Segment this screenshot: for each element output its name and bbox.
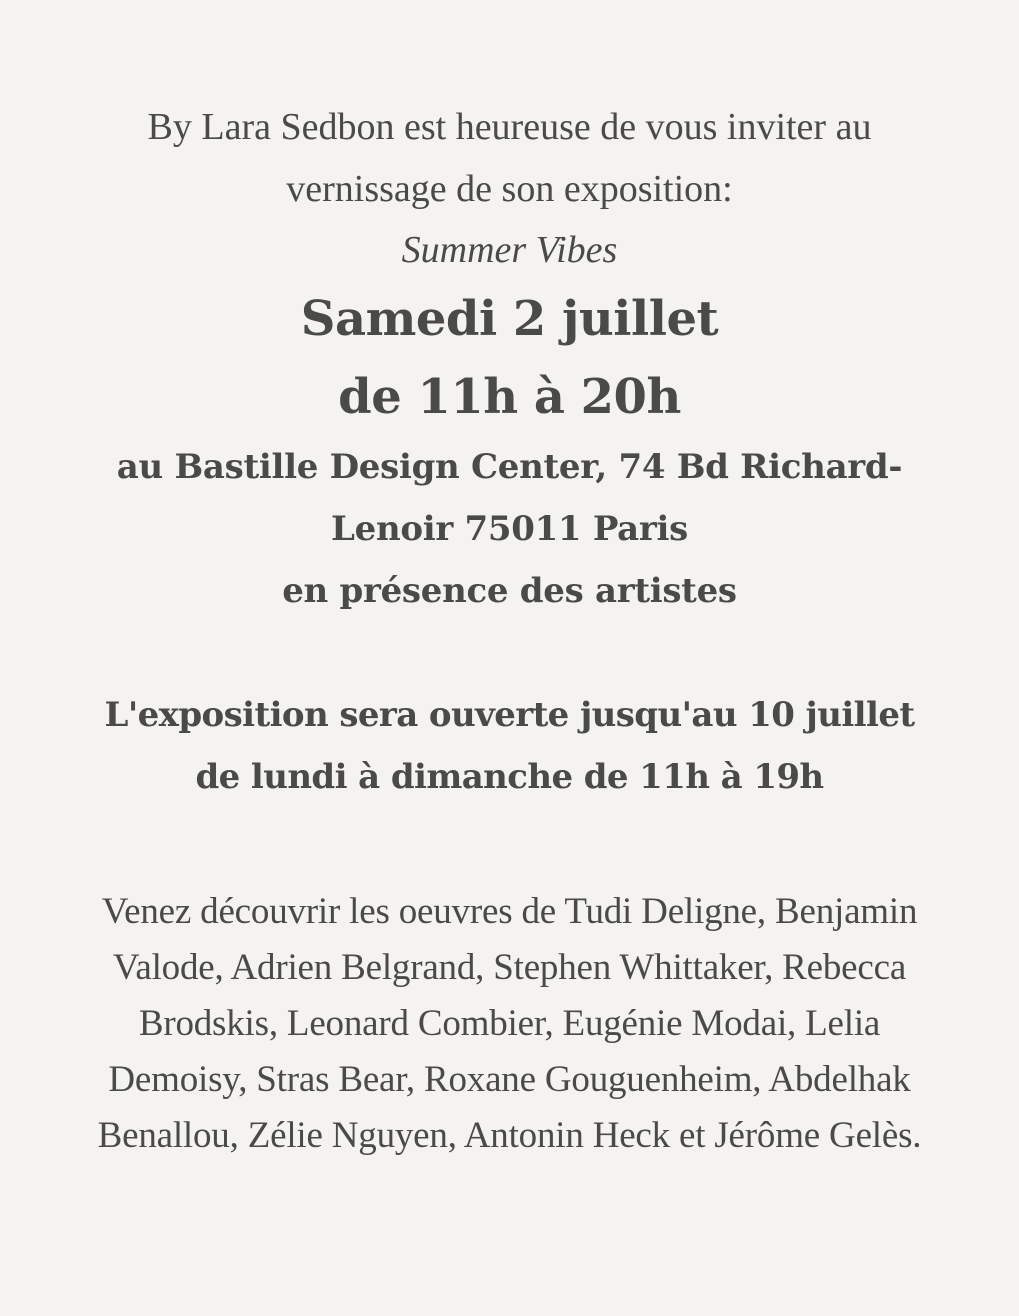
open-hours: de lundi à dimanche de 11h à 19h bbox=[195, 757, 824, 797]
artists-line-5: Benallou, Zélie Nguyen, Antonin Heck et Jérôme Gelès. bbox=[97, 1115, 922, 1156]
opening-hours bbox=[18, 684, 1001, 808]
intro-line-2: vernissage de son exposition: bbox=[286, 168, 733, 210]
artists-line-4: Demoisy, Stras Bear, Roxane Gouguenheim, Abdelhak bbox=[108, 1059, 911, 1100]
intro-line-1: By Lara Sedbon est heureuse de vous inviter au bbox=[147, 106, 872, 148]
exhibition-title: Summer Vibes bbox=[401, 229, 618, 271]
section-spacer bbox=[18, 622, 1001, 684]
open-until: L'exposition sera ouverte jusqu'au 10 juillet bbox=[104, 695, 915, 735]
artists-line-1: Venez découvrir les oeuvres de Tudi Deligne, Benjamin bbox=[101, 891, 918, 932]
invitation-card bbox=[0, 96, 1019, 1164]
intro-text bbox=[18, 96, 1001, 220]
artists-list bbox=[18, 884, 1001, 1164]
venue-line-2: Lenoir 75011 Paris bbox=[331, 509, 688, 549]
artists-presence: en présence des artistes bbox=[282, 571, 737, 611]
venue-line-1: au Bastille Design Center, 74 Bd Richard- bbox=[116, 447, 903, 487]
artists-line-3: Brodskis, Leonard Combier, Eugénie Modai, Lelia bbox=[138, 1003, 881, 1044]
event-date: Samedi 2 juillet bbox=[300, 291, 719, 347]
event-time: de 11h à 20h bbox=[338, 369, 681, 425]
artists-line-2: Valode, Adrien Belgrand, Stephen Whittaker, Rebecca bbox=[112, 947, 907, 988]
